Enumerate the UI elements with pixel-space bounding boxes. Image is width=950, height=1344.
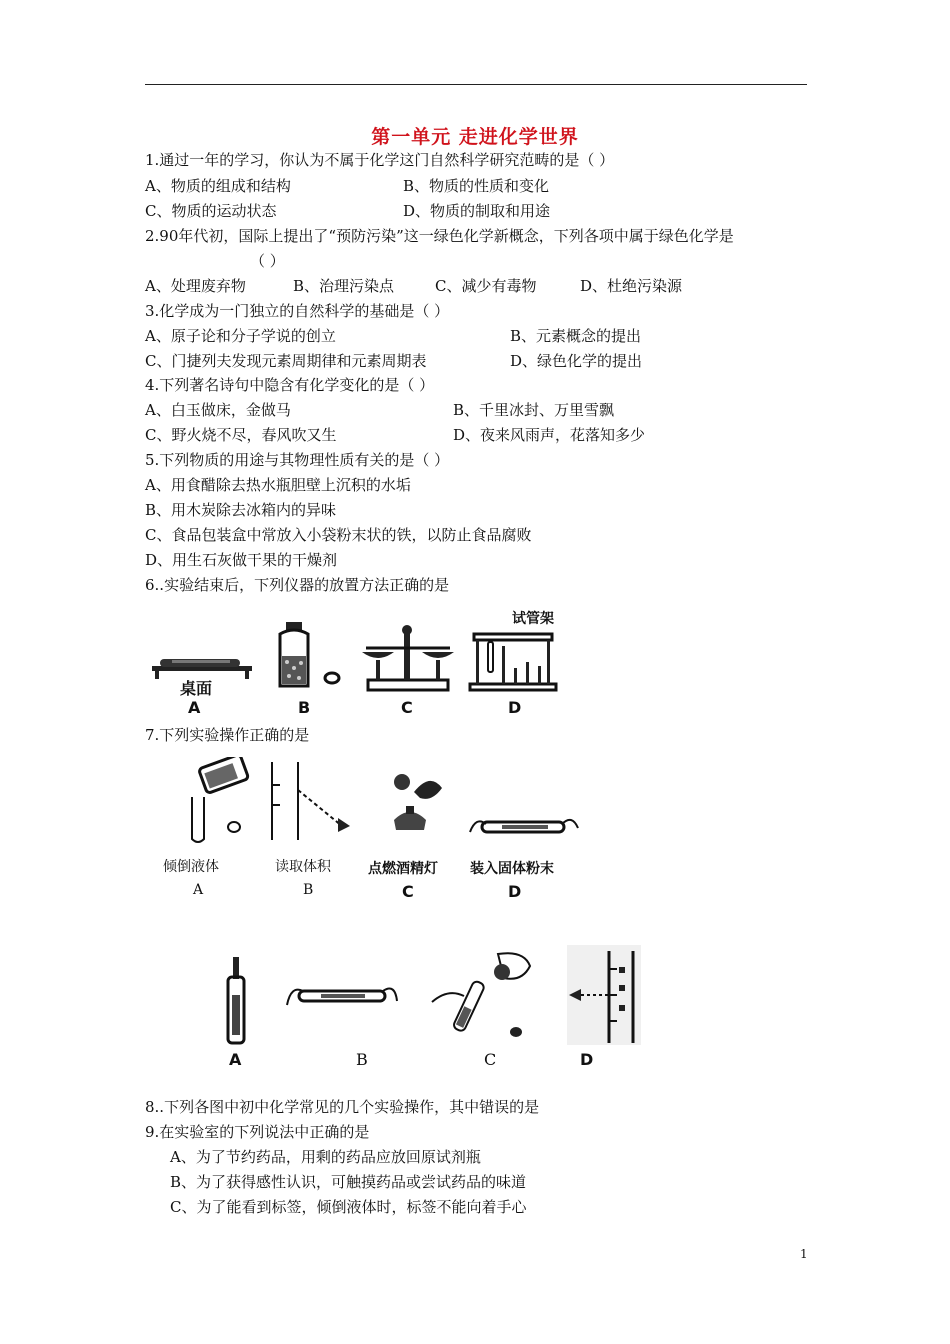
q7-figure-d	[468, 808, 580, 848]
q4-stem: 4.下列著名诗句中隐含有化学变化的是（ ）	[145, 376, 435, 394]
q3-option-b: B、元素概念的提出	[510, 327, 642, 345]
q8-figure-c	[428, 948, 538, 1043]
q6-label-table: 桌面	[180, 679, 213, 698]
q3-option-c: C、门捷列夫发现元素周期律和元素周期表	[145, 352, 427, 370]
q2-option-b: B、治理污染点	[293, 277, 395, 295]
q5-option-c: C、食品包装盒中常放入小袋粉末状的铁，以防止食品腐败	[145, 526, 532, 544]
q2-stem: 2.90年代初，国际上提出了“预防污染”这一绿色化学新概念，下列各项中属于绿色化学是	[145, 227, 734, 245]
q9-stem: 9.在实验室的下列说法中正确的是	[145, 1123, 370, 1141]
q6-letter-b: B	[298, 698, 311, 717]
q6-letter-a: A	[188, 698, 201, 717]
page-number: 1	[800, 1247, 808, 1261]
q9-option-b: B、为了获得感性认识，可触摸药品或尝试药品的味道	[170, 1173, 527, 1191]
q7-stem: 7.下列实验操作正确的是	[145, 726, 310, 744]
q6-stem: 6..实验结束后，下列仪器的放置方法正确的是	[145, 576, 450, 594]
q8-letter-a: A	[229, 1050, 242, 1069]
q9-option-c: C、为了能看到标签，倾倒液体时，标签不能向着手心	[170, 1198, 527, 1216]
q1-option-a: A、物质的组成和结构	[145, 177, 291, 195]
q8-figure-a	[222, 955, 252, 1050]
q2-paren: （ ）	[250, 252, 285, 270]
q1-stem: 1.通过一年的学习，你认为不属于化学这门自然科学研究范畴的是（ ）	[145, 151, 615, 169]
q8-letter-c: C	[484, 1050, 497, 1069]
q1-option-b: B、物质的性质和变化	[403, 177, 550, 195]
q7-figure-b	[268, 760, 358, 845]
q6-letter-c: C	[401, 698, 413, 717]
q6-figure-c	[358, 622, 458, 694]
q8-figure-d	[565, 945, 643, 1045]
q8-letter-b: B	[356, 1050, 368, 1069]
q3-option-d: D、绿色化学的提出	[510, 352, 643, 370]
page-title: 第一单元 走进化学世界	[371, 126, 579, 148]
q7-caption-c: 点燃酒精灯	[368, 861, 438, 877]
q8-figure-b	[285, 975, 400, 1020]
q7-figure-c	[380, 768, 460, 838]
q7-caption-b: 读取体积	[275, 859, 331, 875]
q4-option-b: B、千里冰封、万里雪飘	[453, 401, 615, 419]
q5-option-b: B、用木炭除去冰箱内的异味	[145, 501, 337, 519]
q7-letter-a: A	[193, 882, 204, 898]
q4-option-a: A、白玉做床，金做马	[145, 401, 291, 419]
q3-stem: 3.化学成为一门独立的自然科学的基础是（ ）	[145, 302, 450, 320]
q5-option-a: A、用食醋除去热水瓶胆壁上沉积的水垢	[145, 476, 411, 494]
q8-stem: 8..下列各图中初中化学常见的几个实验操作，其中错误的是	[145, 1098, 540, 1116]
q7-caption-a: 倾倒液体	[163, 859, 219, 875]
q6-figure-d	[468, 628, 558, 693]
q2-option-a: A、处理废弃物	[145, 277, 246, 295]
q3-option-a: A、原子论和分子学说的创立	[145, 327, 336, 345]
q1-option-d: D、物质的制取和用途	[403, 202, 551, 220]
q4-option-c: C、野火烧不尽，春风吹又生	[145, 426, 337, 444]
q2-option-d: D、杜绝污染源	[580, 277, 683, 295]
q7-figure-a	[172, 757, 252, 847]
q9-option-a: A、为了节约药品，用剩的药品应放回原试剂瓶	[170, 1148, 481, 1166]
q2-option-c: C、减少有毒物	[435, 277, 537, 295]
q7-letter-d: D	[508, 882, 522, 901]
q5-option-d: D、用生石灰做干果的干燥剂	[145, 551, 338, 569]
q1-option-c: C、物质的运动状态	[145, 202, 277, 220]
q4-option-d: D、夜来风雨声，花落知多少	[453, 426, 646, 444]
header-rule	[145, 84, 807, 85]
q6-label-rack: 试管架	[512, 611, 554, 627]
q7-letter-c: C	[402, 882, 414, 901]
q7-caption-d: 装入固体粉末	[470, 861, 554, 877]
q8-letter-d: D	[580, 1050, 594, 1069]
q5-stem: 5.下列物质的用途与其物理性质有关的是（ ）	[145, 451, 450, 469]
q7-letter-b: B	[303, 882, 314, 898]
q6-letter-d: D	[508, 698, 522, 717]
q6-figure-b	[272, 620, 352, 695]
